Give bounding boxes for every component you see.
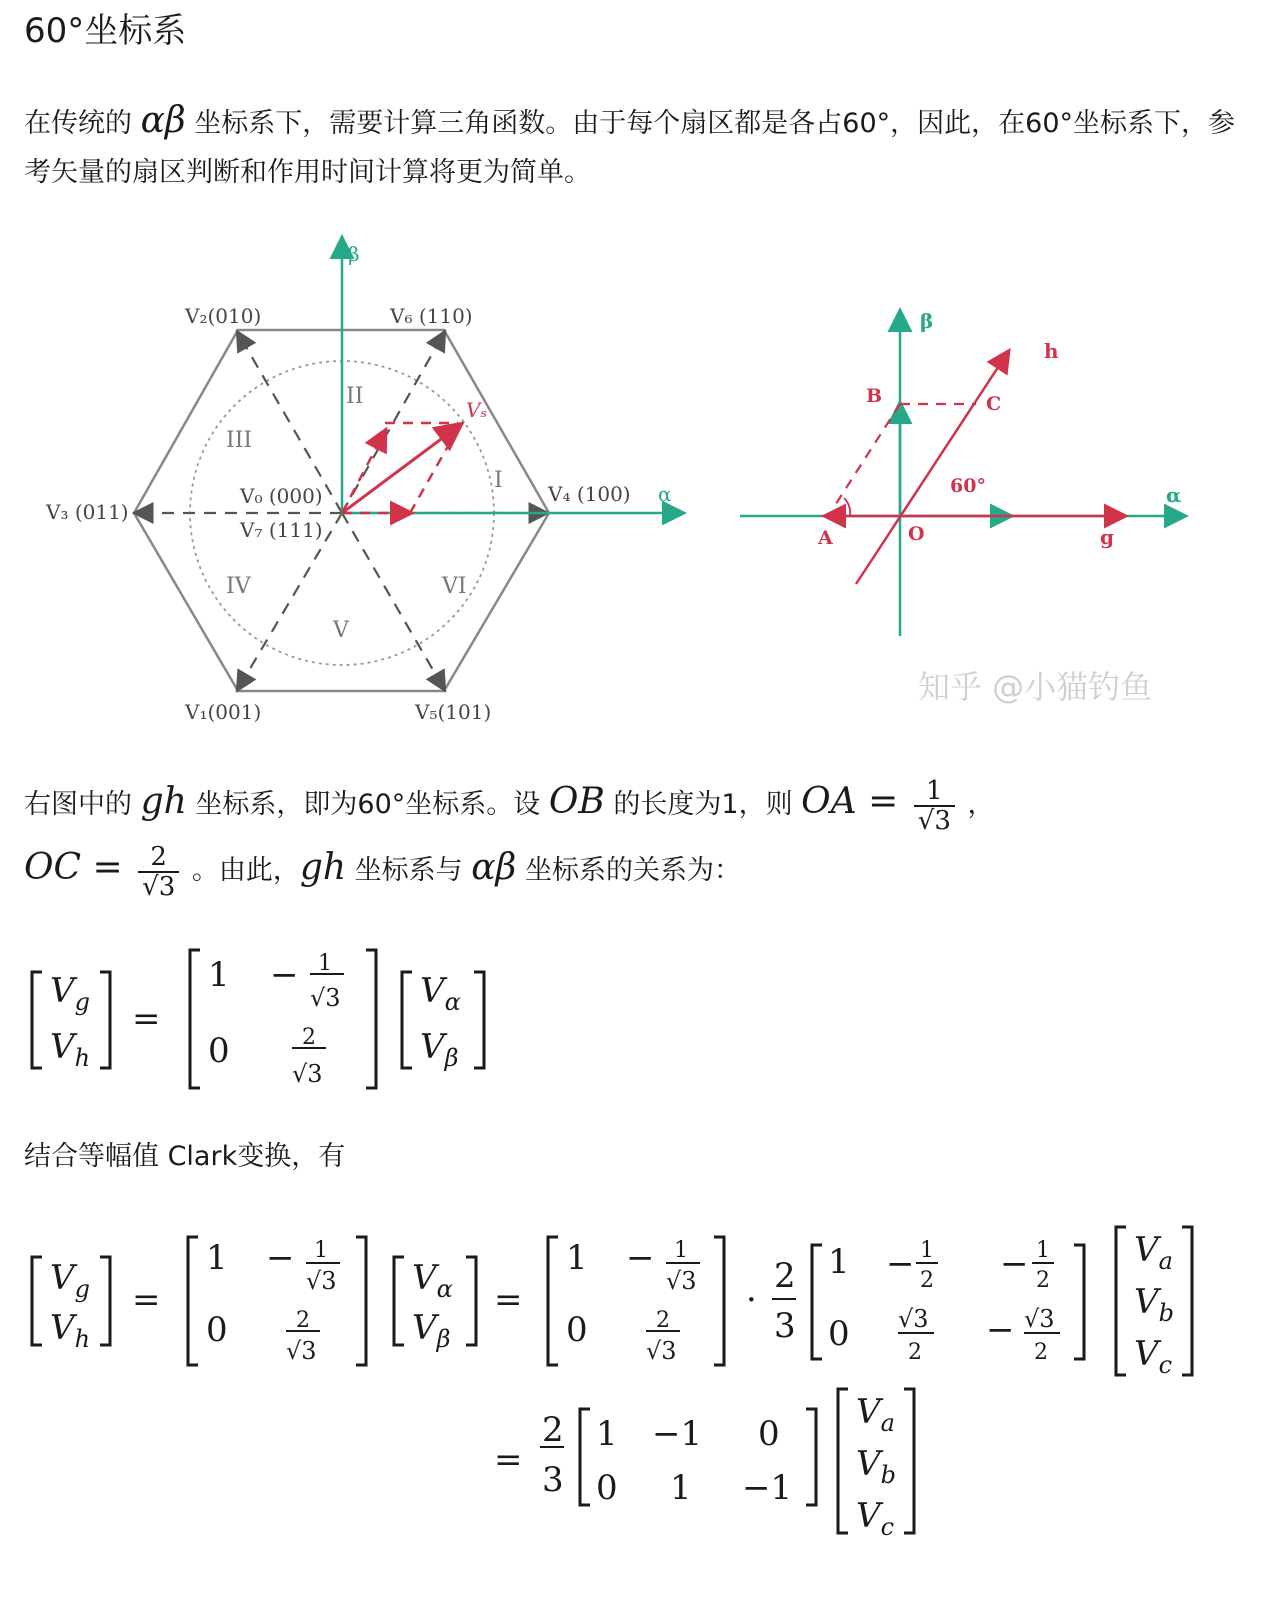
svg-text:V₀ (000): V₀ (000) (240, 484, 323, 508)
svg-text:1: 1 (566, 1238, 588, 1278)
svg-text:√3: √3 (306, 1267, 337, 1295)
svg-text:·: · (746, 1280, 757, 1320)
svg-text:1: 1 (208, 955, 230, 995)
svg-text:−1: −1 (652, 1414, 703, 1454)
svg-text:√3: √3 (666, 1267, 697, 1295)
svg-text:1: 1 (1036, 1238, 1050, 1263)
clark-paragraph: 结合等幅值 Clark变换，有 (24, 1141, 346, 1172)
svg-text:=: = (494, 1280, 523, 1320)
paragraph-gh-relation: OC = $\frac{2}{√3}$ 。由此，gh 坐标系与 αβ 坐标系的关系为： (24, 841, 741, 902)
svg-text:II: II (346, 384, 364, 409)
svg-text:1: 1 (674, 1238, 688, 1263)
svg-text:1: 1 (206, 1238, 228, 1278)
svg-text:0: 0 (206, 1310, 228, 1350)
svg-text:−: − (266, 1238, 295, 1278)
svg-text:3: 3 (774, 1306, 796, 1346)
svg-text:√3: √3 (898, 1305, 929, 1333)
svg-text:2: 2 (1036, 1268, 1050, 1293)
svg-text:Va: $V_a$ (856, 1392, 895, 1437)
svg-text:Vh: $V_h$ (50, 1027, 91, 1072)
svg-text:0: 0 (208, 1031, 230, 1071)
beta-label: β (348, 242, 360, 266)
svg-text:Vₛ: Vₛ (466, 398, 488, 422)
svg-text:2: 2 (1034, 1340, 1048, 1365)
svg-text:1: 1 (596, 1414, 618, 1454)
svg-text:−: − (886, 1244, 915, 1284)
svg-text:√3: √3 (286, 1337, 317, 1365)
svg-text:√3: √3 (646, 1337, 677, 1365)
svg-text:V₇ (111): V₇ (111) (240, 518, 323, 542)
svg-text:−: − (986, 1310, 1015, 1350)
svg-text:1: 1 (670, 1468, 692, 1508)
watermark: 知乎 @小猫钓鱼 (918, 668, 1153, 706)
svg-text:Vb: $V_b$ (1134, 1282, 1174, 1327)
svg-text:2: 2 (656, 1308, 670, 1333)
svg-text:Vc: $V_c$ (856, 1496, 895, 1541)
svg-text:2: 2 (302, 1025, 316, 1050)
sixty-degree-coordinate-diagram (740, 300, 1210, 650)
svg-text:2: 2 (908, 1340, 922, 1365)
svg-text:C: C (986, 393, 1002, 415)
svg-text:=: = (132, 999, 161, 1039)
svg-text:V₆ (110): V₆ (110) (390, 304, 473, 328)
reference-vector-vs (342, 425, 460, 513)
svg-text:√3: √3 (292, 1060, 323, 1088)
intro-text-2: 坐标系下，需要计算三角函数。由于每个扇区都是各占60°，因此，在60°坐标系下，参考矢量的扇区判断和作用时间计算将更为简单。 (24, 108, 1236, 188)
svg-text:Vc: $V_c$ (1134, 1334, 1173, 1379)
alpha-label: α (658, 482, 672, 506)
svg-text:−: − (1000, 1244, 1029, 1284)
svg-text:V₂(010): V₂(010) (185, 304, 262, 328)
svg-text:2: 2 (296, 1308, 310, 1333)
svg-text:A: A (818, 527, 833, 549)
svg-text:0: 0 (828, 1314, 850, 1354)
equation-gh-alpha-beta (20, 940, 500, 1100)
svg-text:3: 3 (542, 1460, 564, 1500)
svg-text:h: h (1044, 339, 1059, 363)
svg-text:O: O (908, 523, 925, 545)
svg-text:√3: √3 (310, 984, 341, 1012)
svg-text:1: 1 (920, 1238, 934, 1263)
svg-text:2: 2 (542, 1410, 564, 1450)
svg-text:1: 1 (318, 951, 332, 976)
svg-text:−: − (626, 1238, 655, 1278)
hexagon-space-vector-diagram (30, 225, 710, 745)
svg-text:IV: IV (226, 574, 251, 599)
svg-text:V: V (333, 618, 349, 643)
svg-text:60°: 60° (950, 475, 986, 497)
svg-text:g: g (1100, 525, 1114, 549)
svg-text:Vh: $V_h$ (50, 1308, 91, 1353)
svg-text:2: 2 (920, 1268, 934, 1293)
svg-text:=: = (132, 1280, 161, 1320)
svg-text:0: 0 (566, 1310, 588, 1350)
svg-text:√3: √3 (1024, 1305, 1055, 1333)
svg-text:0: 0 (758, 1414, 780, 1454)
svg-text:2: 2 (774, 1256, 796, 1296)
section-heading: 60°坐标系 (24, 11, 187, 51)
svg-text:V₅(101): V₅(101) (415, 700, 492, 724)
svg-text:Va: $V_a$ (1134, 1230, 1173, 1275)
svg-text:Vβ: $V_\beta$ (412, 1308, 451, 1353)
svg-text:=: = (494, 1440, 523, 1480)
svg-text:Vα: $V_\alpha$ (420, 971, 461, 1016)
svg-text:−1: −1 (742, 1468, 793, 1508)
svg-text:Vβ: $V_\beta$ (420, 1027, 459, 1072)
paragraph-gh-definition: 右图中的 gh 坐标系，即为60°坐标系。设 OB 的长度为1，则 OA = $\frac{1}{√3}$ ， (24, 775, 995, 836)
svg-text:V₁(001): V₁(001) (185, 700, 262, 724)
svg-text:1: 1 (828, 1242, 850, 1282)
svg-text:VI: VI (442, 574, 467, 599)
svg-text:B: B (866, 385, 883, 407)
svg-text:III: III (226, 428, 253, 453)
svg-text:V₃ (011): V₃ (011) (46, 500, 129, 524)
intro-text-1: 在传统的 (24, 108, 141, 139)
svg-text:−: − (270, 955, 299, 995)
svg-text:V₄ (100): V₄ (100) (548, 482, 631, 506)
svg-text:β: β (920, 309, 934, 333)
svg-text:0: 0 (596, 1468, 618, 1508)
svg-text:α: α (1166, 483, 1182, 507)
svg-text:1: 1 (314, 1238, 328, 1263)
svg-text:Vα: $V_\alpha$ (412, 1258, 453, 1303)
svg-text:Vb: $V_b$ (856, 1444, 896, 1489)
intro-paragraph (24, 96, 1244, 197)
alpha-beta-math: αβ (140, 100, 186, 141)
equation-clark-transform (20, 1215, 1230, 1545)
svg-text:Vg: $V_g$ (50, 1258, 90, 1303)
svg-text:I: I (494, 468, 503, 493)
svg-text:Vg: $V_g$ (50, 971, 90, 1016)
